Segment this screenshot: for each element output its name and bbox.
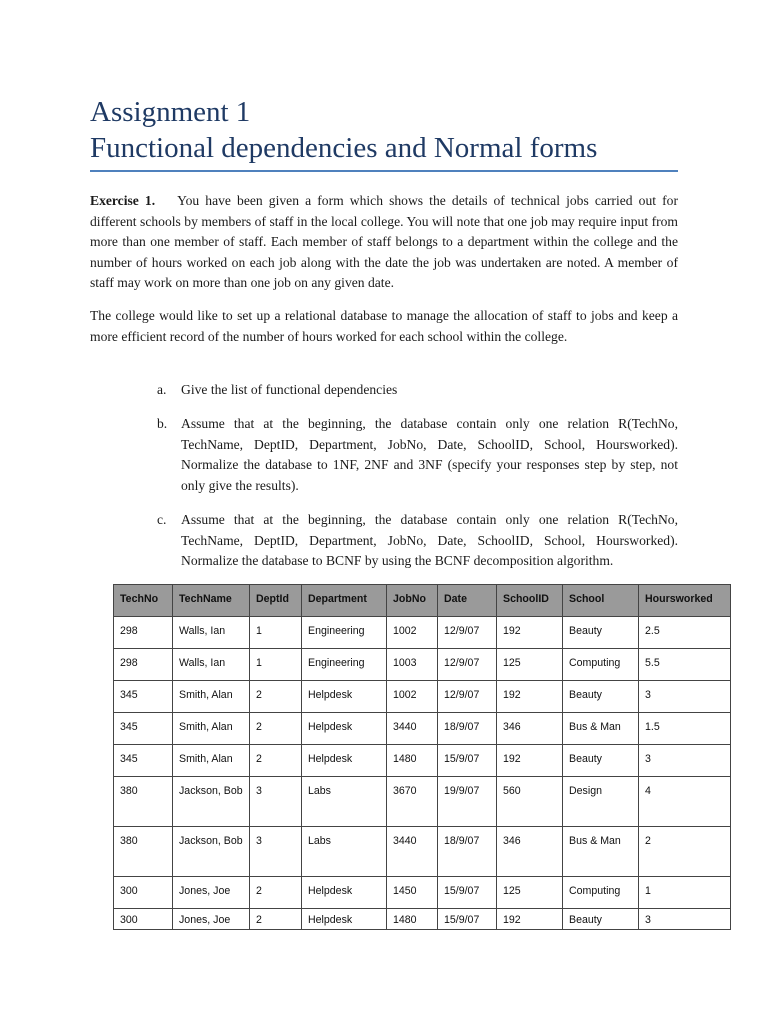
table-body	[114, 617, 731, 930]
exercise-label: Exercise 1.	[90, 193, 156, 208]
column-header: Hoursworked	[639, 585, 731, 617]
table-row	[114, 681, 731, 713]
table-cell: Jones, Joe	[173, 909, 250, 930]
table-cell: Labs	[302, 827, 387, 877]
table-row	[114, 827, 731, 877]
exercise-paragraph-1	[90, 191, 678, 294]
title-underline	[90, 170, 678, 172]
column-header: TechName	[173, 585, 250, 617]
table-cell: 560	[497, 777, 563, 827]
table-cell: 1003	[387, 649, 438, 681]
table-cell: 18/9/07	[438, 713, 497, 745]
table-cell: Helpdesk	[302, 745, 387, 777]
table-cell: 15/9/07	[438, 909, 497, 930]
table-cell: Bus & Man	[563, 713, 639, 745]
table-cell: Walls, Ian	[173, 649, 250, 681]
table-row	[114, 777, 731, 827]
column-header: TechNo	[114, 585, 173, 617]
table-row	[114, 745, 731, 777]
title-line-2: Functional dependencies and Normal forms	[90, 132, 598, 164]
table-cell: Design	[563, 777, 639, 827]
table-cell: Jones, Joe	[173, 877, 250, 909]
table-cell: 2	[250, 877, 302, 909]
table-cell: 3	[639, 681, 731, 713]
table-cell: 192	[497, 681, 563, 713]
table-cell: 1.5	[639, 713, 731, 745]
table-cell: 2	[250, 713, 302, 745]
table-cell: Smith, Alan	[173, 681, 250, 713]
table-cell: 1	[250, 649, 302, 681]
table-header-row	[114, 585, 731, 617]
question-marker: c.	[157, 512, 167, 527]
table-cell: Helpdesk	[302, 877, 387, 909]
table-cell: Jackson, Bob	[173, 777, 250, 827]
table-cell: Beauty	[563, 681, 639, 713]
table-cell: 345	[114, 745, 173, 777]
table-cell: 5.5	[639, 649, 731, 681]
table-cell: 3440	[387, 713, 438, 745]
question-marker: b.	[157, 416, 168, 431]
table-cell: 192	[497, 617, 563, 649]
table-cell: 2	[250, 909, 302, 930]
table-cell: 4	[639, 777, 731, 827]
table-cell: 1	[250, 617, 302, 649]
table-cell: Beauty	[563, 909, 639, 930]
table-cell: Walls, Ian	[173, 617, 250, 649]
table-cell: 3	[250, 827, 302, 877]
table-cell: 3	[639, 909, 731, 930]
table-cell: Beauty	[563, 617, 639, 649]
table-cell: 18/9/07	[438, 827, 497, 877]
table-cell: 2	[639, 827, 731, 877]
column-header: School	[563, 585, 639, 617]
table-cell: Computing	[563, 649, 639, 681]
jobs-table	[113, 584, 731, 930]
table-cell: 300	[114, 877, 173, 909]
table-cell: 12/9/07	[438, 649, 497, 681]
table-cell: 2	[250, 745, 302, 777]
table-cell: 300	[114, 909, 173, 930]
table-cell: 192	[497, 909, 563, 930]
table-cell: Bus & Man	[563, 827, 639, 877]
question-marker: a.	[157, 382, 167, 397]
table-cell: 19/9/07	[438, 777, 497, 827]
table-row	[114, 909, 731, 930]
table-cell: 346	[497, 713, 563, 745]
table-cell: Helpdesk	[302, 909, 387, 930]
table-cell: Labs	[302, 777, 387, 827]
table-cell: 1002	[387, 681, 438, 713]
table-cell: 1480	[387, 745, 438, 777]
table-cell: Helpdesk	[302, 713, 387, 745]
table-cell: 15/9/07	[438, 877, 497, 909]
column-header: Date	[438, 585, 497, 617]
table-cell: Engineering	[302, 617, 387, 649]
table-cell: Helpdesk	[302, 681, 387, 713]
table-cell: 345	[114, 713, 173, 745]
table-row	[114, 649, 731, 681]
table-cell: 346	[497, 827, 563, 877]
table-cell: 1450	[387, 877, 438, 909]
table-row	[114, 877, 731, 909]
table-cell: 125	[497, 649, 563, 681]
table-cell: 15/9/07	[438, 745, 497, 777]
table-cell: 380	[114, 827, 173, 877]
table-cell: 192	[497, 745, 563, 777]
table-cell: 345	[114, 681, 173, 713]
table-cell: 2.5	[639, 617, 731, 649]
table-cell: 298	[114, 617, 173, 649]
table-cell: 1002	[387, 617, 438, 649]
table-cell: 1	[639, 877, 731, 909]
title-line-1: Assignment 1	[90, 96, 251, 128]
column-header: SchoolID	[497, 585, 563, 617]
column-header: Department	[302, 585, 387, 617]
exercise-intro-text: You have been given a form which shows the details of technical jobs carried out for different schools by members of staff in the local college. You will note that one job may require input from more than one member of staff. Each member of staff belongs to a department within the college and the number of hours worked on each job along with the date the job was undertaken are noted. A member of staff may work on more than one job on any given date.	[90, 193, 678, 290]
table-row	[114, 617, 731, 649]
table-cell: Jackson, Bob	[173, 827, 250, 877]
table-cell: Beauty	[563, 745, 639, 777]
exercise-paragraph-2: The college would like to set up a relational database to manage the allocation of staff to jobs and keep a more efficient record of the number of hours worked for each school within the college.	[90, 308, 678, 344]
table-cell: 3	[639, 745, 731, 777]
column-header: JobNo	[387, 585, 438, 617]
table-cell: 3440	[387, 827, 438, 877]
table-cell: 12/9/07	[438, 681, 497, 713]
column-header: DeptId	[250, 585, 302, 617]
table-cell: 3	[250, 777, 302, 827]
table-cell: 3670	[387, 777, 438, 827]
question-text: Give the list of functional dependencies	[181, 382, 398, 397]
question-text: Assume that at the beginning, the database contain only one relation R(TechNo, TechName, DeptID, Department, JobNo, Date, SchoolID, School, Hoursworked). Normalize the database to 1NF, 2NF and 3NF (specify your responses step by step, not only give the results).	[181, 416, 678, 493]
question-text: Assume that at the beginning, the database contain only one relation R(TechNo, TechName, DeptID, Department, JobNo, Date, SchoolID, School, Hoursworked). Normalize the database to BCNF by using the BCNF decomposition algorithm.	[181, 512, 678, 568]
table-cell: 380	[114, 777, 173, 827]
table-cell: Computing	[563, 877, 639, 909]
table-cell: 2	[250, 681, 302, 713]
table-cell: 1480	[387, 909, 438, 930]
table-cell: Smith, Alan	[173, 713, 250, 745]
table-cell: Smith, Alan	[173, 745, 250, 777]
page-title	[90, 94, 678, 166]
table-cell: Engineering	[302, 649, 387, 681]
table-cell: 298	[114, 649, 173, 681]
table-cell: 125	[497, 877, 563, 909]
table-cell: 12/9/07	[438, 617, 497, 649]
table-row	[114, 713, 731, 745]
